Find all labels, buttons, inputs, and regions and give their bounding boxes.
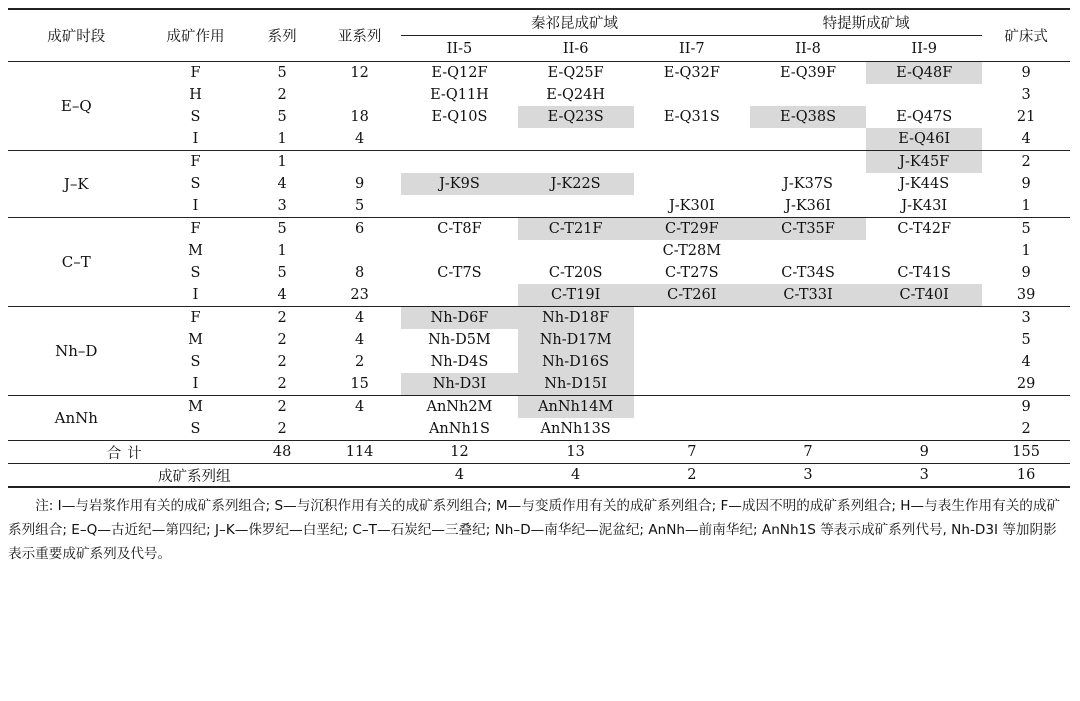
- series-count-cell: 2: [277, 354, 287, 370]
- header-ii8: II-8: [750, 36, 866, 62]
- table-row: [8, 307, 1070, 330]
- total-c8: 7: [750, 441, 866, 464]
- total-series: 48: [246, 441, 317, 464]
- total-subseries: 114: [318, 441, 402, 464]
- subseries-count-cell: 4: [354, 310, 365, 326]
- table-container: [8, 8, 1070, 566]
- period-cell: Nh–D: [8, 307, 145, 396]
- subseries-count-cell: 4: [354, 332, 365, 348]
- series-code-cell-c5: [401, 284, 517, 307]
- series-code-cell-c6: C-T20S: [548, 265, 603, 281]
- table-row: [8, 151, 1070, 174]
- header-deposit-type: 矿床式: [982, 9, 1070, 62]
- table-row: [8, 195, 1070, 218]
- deposit-type-count-cell: 9: [1021, 265, 1031, 281]
- series-code-cell-c5: J-K9S: [401, 173, 517, 195]
- deposit-type-count-cell: 2: [1021, 154, 1031, 170]
- subseries-count-cell: 12: [350, 65, 369, 81]
- subseries-count-cell: [318, 151, 402, 174]
- header-row-1: [8, 9, 1070, 36]
- series-count-cell: 4: [246, 284, 317, 307]
- period-cell: AnNh: [8, 396, 145, 441]
- series-code-cell-c5: E-Q12F: [431, 65, 488, 81]
- table-row: [8, 106, 1070, 128]
- table-row: [8, 262, 1070, 284]
- series-code-cell-c7: [634, 396, 750, 419]
- effect-cell: S: [190, 109, 201, 125]
- series-code-cell-c9: [866, 84, 982, 106]
- total-c6: 13: [518, 441, 634, 464]
- effect-cell: F: [190, 65, 201, 81]
- deposit-type-count-cell: 39: [982, 284, 1070, 307]
- series-code-cell-c6: J-K22S: [518, 173, 634, 195]
- header-ii7: II-7: [634, 36, 750, 62]
- series-code-cell-c9: [866, 396, 982, 419]
- series-group-c5: 4: [401, 464, 517, 488]
- table-row: [8, 240, 1070, 262]
- series-count-cell: 2: [277, 87, 287, 103]
- series-code-cell-c6: [518, 128, 634, 151]
- series-code-cell-c6: E-Q23S: [518, 106, 634, 128]
- series-code-cell-c8: C-T33I: [750, 284, 866, 307]
- series-code-cell-c5: C-T7S: [437, 265, 482, 281]
- header-effect: 成矿作用: [145, 9, 247, 62]
- series-code-cell-c8: E-Q38S: [750, 106, 866, 128]
- deposit-type-count-cell: 3: [1021, 310, 1031, 326]
- series-code-cell-c8: [750, 418, 866, 441]
- series-group-c7: 2: [634, 464, 750, 488]
- effect-cell: S: [145, 418, 247, 441]
- series-code-cell-c5: Nh-D4S: [430, 354, 489, 370]
- deposit-type-count-cell: 4: [1021, 354, 1031, 370]
- series-count-cell: 1: [246, 128, 317, 151]
- effect-cell: F: [190, 221, 201, 237]
- header-ii5: II-5: [401, 36, 517, 62]
- deposit-type-count-cell: 2: [982, 418, 1070, 441]
- series-code-cell-c9: J-K44S: [899, 176, 950, 192]
- series-code-cell-c8: [750, 84, 866, 106]
- effect-cell: M: [188, 332, 203, 348]
- series-code-cell-c6: Nh-D15I: [518, 373, 634, 396]
- series-code-cell-c6: C-T21F: [518, 218, 634, 241]
- series-code-cell-c9: E-Q48F: [866, 62, 982, 85]
- effect-cell: I: [145, 373, 247, 396]
- series-code-cell-c6: E-Q24H: [546, 87, 606, 103]
- series-group-c9: 3: [866, 464, 982, 488]
- effect-cell: H: [189, 87, 202, 103]
- series-count-cell: 2: [246, 418, 317, 441]
- series-code-cell-c5: Nh-D3I: [401, 373, 517, 396]
- effect-cell: I: [145, 284, 247, 307]
- period-cell: J–K: [8, 151, 145, 218]
- total-count: 155: [982, 441, 1070, 464]
- series-code-cell-c5: E-Q11H: [430, 87, 489, 103]
- header-domain-tethys: 特提斯成矿域: [750, 9, 982, 36]
- series-group-label: 成矿系列组: [8, 464, 401, 488]
- header-ii6: II-6: [518, 36, 634, 62]
- deposit-type-count-cell: 1: [1021, 243, 1031, 259]
- series-code-cell-c9: J-K43I: [866, 195, 982, 218]
- deposit-type-count-cell: 29: [982, 373, 1070, 396]
- subseries-count-cell: 8: [354, 265, 365, 281]
- series-code-cell-c5: Nh-D5M: [428, 332, 491, 348]
- subseries-count-cell: 23: [318, 284, 402, 307]
- series-code-cell-c6: [518, 240, 634, 262]
- series-code-cell-c9: [866, 373, 982, 396]
- series-count-cell: 1: [277, 243, 287, 259]
- series-code-cell-c7: C-T27S: [665, 265, 719, 281]
- series-code-cell-c7: E-Q32F: [663, 65, 720, 81]
- series-code-cell-c8: [750, 373, 866, 396]
- header-domain-gap: [634, 9, 750, 36]
- table-body: [8, 62, 1070, 488]
- subseries-count-cell: [318, 240, 402, 262]
- series-count-cell: 1: [277, 154, 287, 170]
- deposit-type-count-cell: 21: [1016, 109, 1036, 125]
- subseries-count-cell: 4: [318, 128, 402, 151]
- effect-cell: I: [145, 128, 247, 151]
- series-code-cell-c7: E-Q31S: [663, 109, 720, 125]
- table-row: [8, 173, 1070, 195]
- series-code-cell-c5: AnNh1S: [401, 418, 517, 441]
- series-code-cell-c6: AnNh14M: [518, 396, 634, 419]
- series-code-cell-c7: C-T29F: [634, 218, 750, 241]
- series-code-cell-c9: C-T42F: [897, 221, 952, 237]
- series-count-cell: 5: [277, 265, 287, 281]
- series-code-cell-c7: [634, 128, 750, 151]
- series-count-cell: 4: [277, 176, 287, 192]
- series-code-cell-c5: C-T8F: [437, 221, 482, 237]
- series-code-cell-c6: C-T19I: [518, 284, 634, 307]
- header-subseries: 亚系列: [318, 9, 402, 62]
- series-group-c6: 4: [518, 464, 634, 488]
- subseries-count-cell: 2: [354, 354, 365, 370]
- series-count-cell: 5: [277, 65, 287, 81]
- series-code-cell-c7: [634, 329, 750, 351]
- series-code-cell-c5: Nh-D6F: [401, 307, 517, 330]
- effect-cell: S: [190, 265, 201, 281]
- series-code-cell-c6: Nh-D16S: [518, 351, 634, 373]
- series-code-cell-c8: C-T35F: [750, 218, 866, 241]
- total-c5: 12: [401, 441, 517, 464]
- total-c7: 7: [634, 441, 750, 464]
- series-code-cell-c7: C-T28M: [662, 243, 722, 259]
- subseries-count-cell: 5: [318, 195, 402, 218]
- series-code-cell-c7: [634, 373, 750, 396]
- subseries-count-cell: 4: [354, 399, 365, 415]
- series-code-cell-c9: E-Q46I: [866, 128, 982, 151]
- metallogenic-series-table: [8, 8, 1070, 488]
- subseries-count-cell: 18: [350, 109, 369, 125]
- effect-cell: F: [190, 310, 201, 326]
- series-code-cell-c9: C-T40I: [866, 284, 982, 307]
- effect-cell: S: [190, 354, 201, 370]
- series-code-cell-c6: Nh-D17M: [518, 329, 634, 351]
- series-code-cell-c8: C-T34S: [781, 265, 835, 281]
- effect-cell: M: [188, 399, 203, 415]
- effect-cell: S: [190, 176, 201, 192]
- header-ii9: II-9: [866, 36, 982, 62]
- subseries-count-cell: 9: [354, 176, 365, 192]
- series-count-cell: 3: [246, 195, 317, 218]
- deposit-type-count-cell: 3: [1021, 87, 1031, 103]
- series-code-cell-c7: J-K30I: [634, 195, 750, 218]
- series-count-cell: 2: [277, 399, 287, 415]
- total-label: 合计: [8, 441, 246, 464]
- series-code-cell-c9: [866, 351, 982, 373]
- series-code-cell-c9: [866, 418, 982, 441]
- series-code-cell-c5: [401, 128, 517, 151]
- table-row: [8, 218, 1070, 241]
- series-code-cell-c8: [750, 351, 866, 373]
- series-count-cell: 5: [277, 221, 287, 237]
- deposit-type-count-cell: 9: [1021, 65, 1031, 81]
- series-code-cell-c8: E-Q39F: [779, 65, 837, 81]
- table-note: 注: I—与岩浆作用有关的成矿系列组合; S—与沉积作用有关的成矿系列组合; M—与变质作用有关的成矿系列组合; F—成因不明的成矿系列组合; H—与表生作用有关的成矿系列组合; E–Q—古近纪—第四纪; J–K—侏罗纪—白垩纪; C–T—石炭纪—三叠纪; Nh–D—南华纪—泥盆纪; AnNh—前南华纪; AnNh1S 等表示成矿系列代号, Nh-D3I 等加阴影表示重要成矿系列及代号。: [8, 498, 1061, 562]
- table-row: [8, 351, 1070, 373]
- subseries-count-cell: [318, 84, 402, 106]
- deposit-type-count-cell: 9: [1021, 399, 1031, 415]
- series-code-cell-c7: C-T26I: [634, 284, 750, 307]
- series-code-cell-c5: E-Q10S: [431, 109, 488, 125]
- table-row: [8, 128, 1070, 151]
- series-code-cell-c8: [750, 307, 866, 330]
- series-code-cell-c8: [750, 240, 866, 262]
- series-code-cell-c5: [401, 151, 517, 174]
- deposit-type-count-cell: 5: [1021, 221, 1031, 237]
- subseries-count-cell: 15: [318, 373, 402, 396]
- series-code-cell-c9: [866, 307, 982, 330]
- deposit-type-count-cell: 1: [982, 195, 1070, 218]
- series-code-cell-c7: [634, 351, 750, 373]
- series-code-cell-c8: J-K37S: [783, 176, 833, 192]
- effect-cell: I: [145, 195, 247, 218]
- table-row: [8, 62, 1070, 85]
- table-row: [8, 284, 1070, 307]
- series-code-cell-c9: E-Q47S: [896, 109, 953, 125]
- table-row: [8, 373, 1070, 396]
- series-code-cell-c6: Nh-D18F: [518, 307, 634, 330]
- series-code-cell-c7: [634, 418, 750, 441]
- period-cell: C–T: [8, 218, 145, 307]
- series-code-cell-c8: [750, 128, 866, 151]
- series-group-row: [8, 464, 1070, 488]
- subseries-count-cell: [318, 418, 402, 441]
- series-code-cell-c9: [866, 240, 982, 262]
- series-code-cell-c7: [634, 307, 750, 330]
- header-period: 成矿时段: [8, 9, 145, 62]
- series-code-cell-c7: [634, 84, 750, 106]
- deposit-type-count-cell: 4: [982, 128, 1070, 151]
- series-code-cell-c6: [518, 195, 634, 218]
- series-count-cell: 5: [277, 109, 287, 125]
- series-code-cell-c9: [866, 329, 982, 351]
- total-row: [8, 441, 1070, 464]
- header-series: 系列: [246, 9, 317, 62]
- total-c9: 9: [866, 441, 982, 464]
- deposit-type-count-cell: 9: [1021, 176, 1031, 192]
- series-code-cell-c9: J-K45F: [866, 151, 982, 174]
- effect-cell: F: [190, 154, 201, 170]
- series-code-cell-c5: AnNh2M: [426, 399, 493, 415]
- series-code-cell-c8: [750, 329, 866, 351]
- series-code-cell-c9: C-T41S: [897, 265, 951, 281]
- table-row: [8, 418, 1070, 441]
- series-code-cell-c5: [401, 195, 517, 218]
- series-code-cell-c6: E-Q25F: [547, 65, 604, 81]
- series-code-cell-c7: [634, 151, 750, 174]
- series-group-c8: 3: [750, 464, 866, 488]
- period-cell: E–Q: [8, 62, 145, 151]
- series-code-cell-c5: [401, 240, 517, 262]
- header-domain-qilian: 秦祁昆成矿域: [401, 9, 633, 36]
- series-group-count: 16: [982, 464, 1070, 488]
- series-code-cell-c6: AnNh13S: [518, 418, 634, 441]
- effect-cell: M: [188, 243, 203, 259]
- table-row: [8, 396, 1070, 419]
- series-code-cell-c6: [518, 151, 634, 174]
- subseries-count-cell: 6: [354, 221, 365, 237]
- series-code-cell-c8: [750, 396, 866, 419]
- series-code-cell-c8: [750, 151, 866, 174]
- series-code-cell-c7: [634, 173, 750, 195]
- series-count-cell: 2: [246, 373, 317, 396]
- series-code-cell-c8: J-K36I: [750, 195, 866, 218]
- table-row: [8, 329, 1070, 351]
- deposit-type-count-cell: 5: [1021, 332, 1031, 348]
- series-count-cell: 2: [277, 332, 287, 348]
- series-count-cell: 2: [277, 310, 287, 326]
- table-row: [8, 84, 1070, 106]
